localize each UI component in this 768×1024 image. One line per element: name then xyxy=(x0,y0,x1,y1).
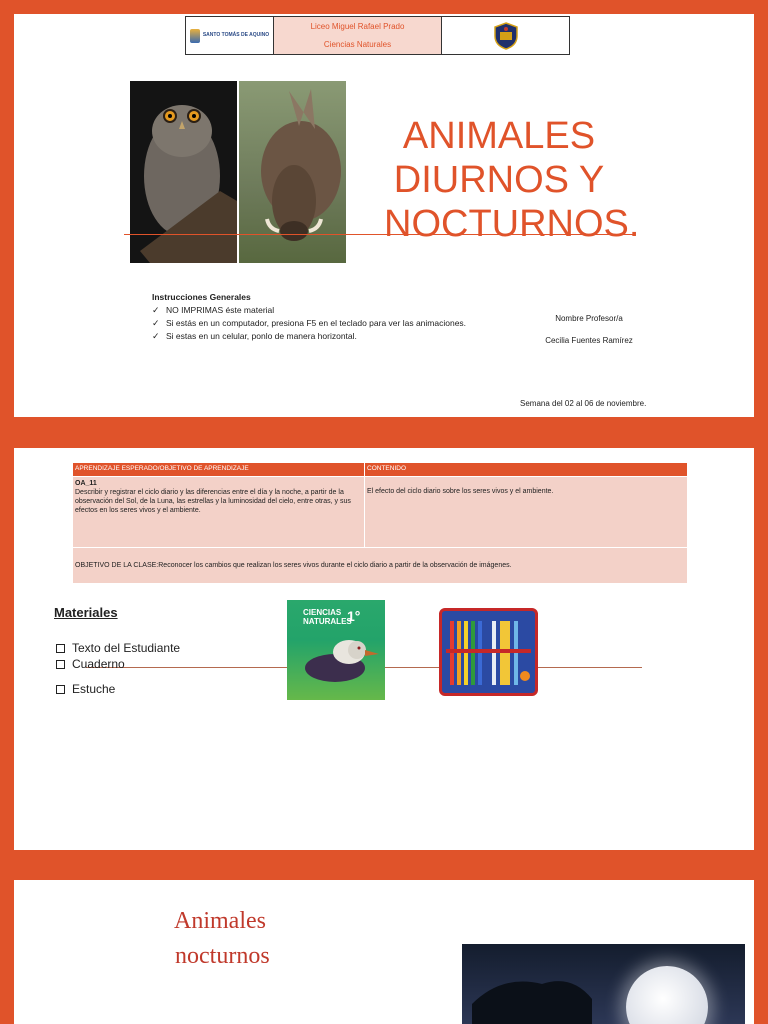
bird-icon xyxy=(287,600,385,700)
content-cell xyxy=(365,476,687,547)
instruction-item: ✓ Si estas en un celular, ponlo de manera horizontal. xyxy=(152,330,472,343)
oa-text: Describir y registrar el ciclo diario y las diferencias entre el día y la noche, a partir de la observación del Sol, de la Luna, las estrellas y la luminosidad del cielo, entre otras, y sus efectos en los seres vivos y el ambiente. xyxy=(75,489,351,514)
objective-cell xyxy=(73,476,365,547)
header-table xyxy=(185,16,570,55)
subject-name: Ciencias Naturales xyxy=(323,39,392,49)
nocturnal-title-line2: nocturnos xyxy=(175,943,270,969)
teacher-label: Nombre Profesor/a xyxy=(555,314,623,323)
teacher-name: Cecilia Fuentes Ramírez xyxy=(545,336,633,345)
school-crest-icon xyxy=(190,29,200,43)
pencil-case xyxy=(439,608,538,696)
slide-nocturnal xyxy=(14,880,754,1024)
shield-icon xyxy=(493,22,519,50)
instruction-item: ✓ Si estás en un computador, presiona F5 en el teclado para ver las animaciones. xyxy=(152,317,472,330)
nocturnal-title-line1: Animales xyxy=(174,908,266,934)
school-logo-right xyxy=(442,17,569,54)
textbook-cover xyxy=(287,600,385,700)
material-item: Cuaderno xyxy=(54,657,180,671)
textbook-title: CIENCIAS NATURALES xyxy=(303,608,352,626)
school-name: Liceo Miguel Rafael Prado xyxy=(310,21,405,31)
materials-heading: Materiales xyxy=(54,605,118,620)
header-center xyxy=(274,17,442,54)
teacher-info xyxy=(514,314,664,358)
class-objective: OBJETIVO DE LA CLASE:Reconocer los cambios que realizan los seres vivos durante el ciclo diario a partir de la observación de imágenes. xyxy=(73,547,687,583)
school-logo-text: SANTO TOMÁS DE AQUINO xyxy=(202,31,270,38)
nocturnal-title xyxy=(174,904,270,974)
table-header-objective: APRENDIZAJE ESPERADO/OBJETIVO DE APRENDIZAJE xyxy=(73,463,365,476)
table-header-content: CONTENIDO xyxy=(365,463,687,476)
instruction-item: ✓ NO IMPRIMAS éste material xyxy=(152,304,472,317)
night-scene-image xyxy=(462,944,745,1024)
page-title: ANIMALES DIURNOS Y NOCTURNOS. xyxy=(384,115,640,245)
slide-cover xyxy=(14,14,754,417)
week-label: Semana del 02 al 06 de noviembre. xyxy=(520,399,647,408)
textbook-grade: 1° xyxy=(347,608,361,624)
warthog-photo xyxy=(239,81,346,263)
objectives-table xyxy=(73,463,687,583)
content-text: El efecto del ciclo diario sobre los seres vivos y el ambiente. xyxy=(367,488,554,495)
material-item: Texto del Estudiante xyxy=(54,641,180,655)
owl-photo xyxy=(130,81,237,263)
material-item: Estuche xyxy=(54,682,180,696)
materials-list xyxy=(54,641,180,696)
school-logo-left xyxy=(186,17,274,54)
instructions xyxy=(152,292,472,343)
oa-code: OA_11 xyxy=(75,480,97,487)
slide-objectives xyxy=(14,448,754,850)
instructions-heading: Instrucciones Generales xyxy=(152,292,251,302)
